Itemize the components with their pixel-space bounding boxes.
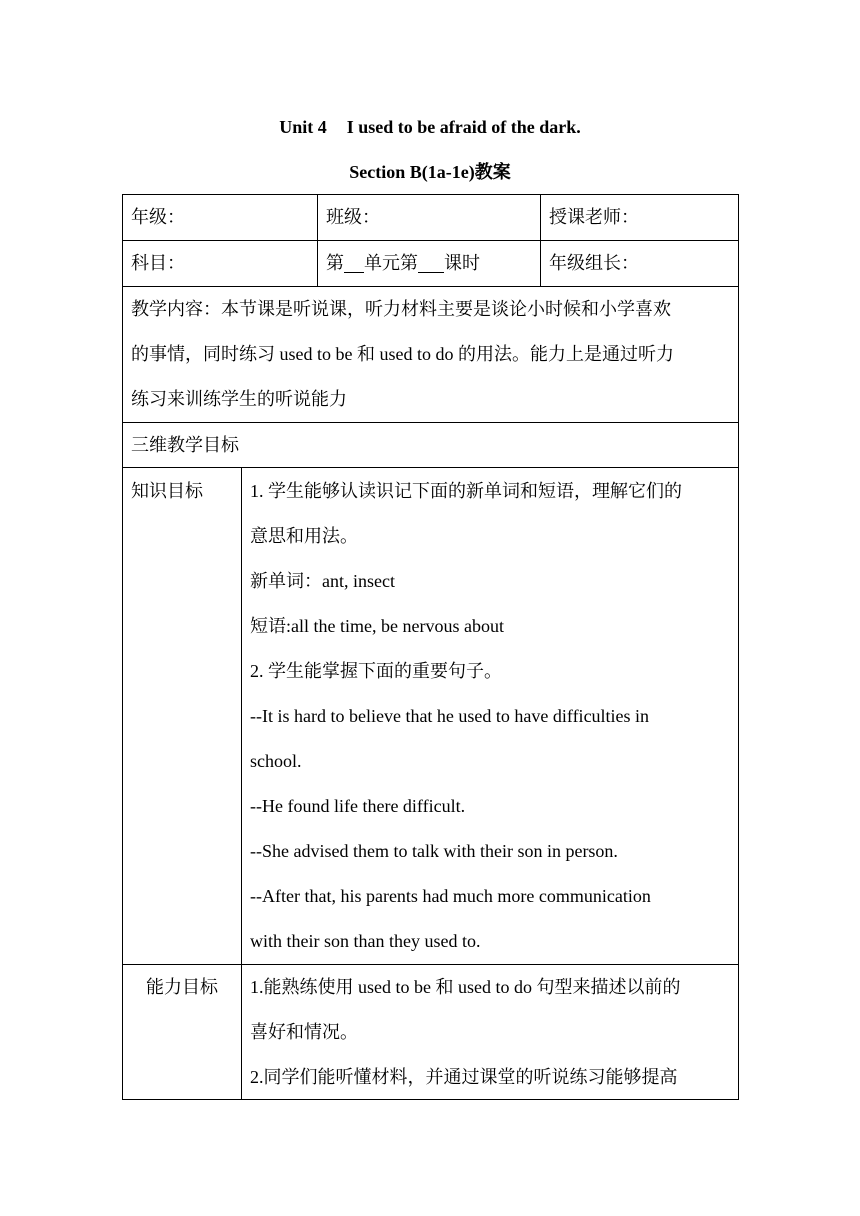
ability-line: 2.同学们能听懂材料，并通过课堂的听说练习能够提高 bbox=[250, 1067, 678, 1087]
unit-title bbox=[0, 115, 860, 139]
class-cell: 班级： bbox=[326, 207, 380, 227]
knowledge-line: --After that, his parents had much more communication bbox=[250, 886, 651, 906]
knowledge-line: 2. 学生能掌握下面的重要句子。 bbox=[250, 661, 502, 681]
unit-title-text: I used to be afraid of the dark. bbox=[346, 117, 581, 137]
subject-cell: 科目： bbox=[131, 253, 185, 273]
knowledge-line: with their son than they used to. bbox=[250, 931, 481, 951]
knowledge-line: 意思和用法。 bbox=[250, 526, 358, 546]
objectives-header: 三维教学目标 bbox=[131, 435, 239, 455]
knowledge-line: school. bbox=[250, 751, 302, 771]
ability-label: 能力目标 bbox=[146, 977, 218, 997]
knowledge-line: --She advised them to talk with their son in person. bbox=[250, 841, 618, 861]
knowledge-line: 1. 学生能够认读识记下面的新单词和短语，理解它们的 bbox=[250, 481, 682, 501]
knowledge-line: 短语:all the time, be nervous about bbox=[250, 616, 504, 636]
grade-cell: 年级： bbox=[131, 207, 185, 227]
unit-mid: 单元第 bbox=[364, 253, 418, 273]
lesson-blank bbox=[418, 250, 444, 273]
knowledge-line: 新单词：ant, insect bbox=[250, 571, 395, 591]
content-line: 练习来训练学生的听说能力 bbox=[131, 389, 347, 409]
section-title: Section B(1a-1e)教案 bbox=[349, 162, 511, 182]
table-border-right bbox=[738, 194, 739, 1100]
ability-line: 喜好和情况。 bbox=[250, 1022, 358, 1042]
group-leader-cell: 年级组长： bbox=[549, 253, 639, 273]
knowledge-line: --It is hard to believe that he used to have difficulties in bbox=[250, 706, 650, 726]
ability-line: 1.能熟练使用 used to be 和 used to do 句型来描述以前的 bbox=[250, 977, 681, 997]
knowledge-label: 知识目标 bbox=[131, 481, 203, 501]
content-line: 教学内容：本节课是听说课，听力材料主要是谈论小时候和小学喜欢 bbox=[131, 299, 671, 319]
unit-blank bbox=[344, 250, 364, 273]
unit-lesson-cell bbox=[318, 241, 480, 286]
knowledge-line: --He found life there difficult. bbox=[250, 796, 466, 816]
content-line: 的事情，同时练习 used to be 和 used to do 的用法。能力上是通过听力 bbox=[131, 344, 674, 364]
teacher-cell: 授课老师： bbox=[549, 207, 639, 227]
unit-number: Unit 4 bbox=[279, 117, 327, 137]
unit-suffix: 课时 bbox=[444, 253, 480, 273]
table-border-top bbox=[122, 194, 739, 195]
unit-prefix: 第 bbox=[326, 253, 344, 273]
